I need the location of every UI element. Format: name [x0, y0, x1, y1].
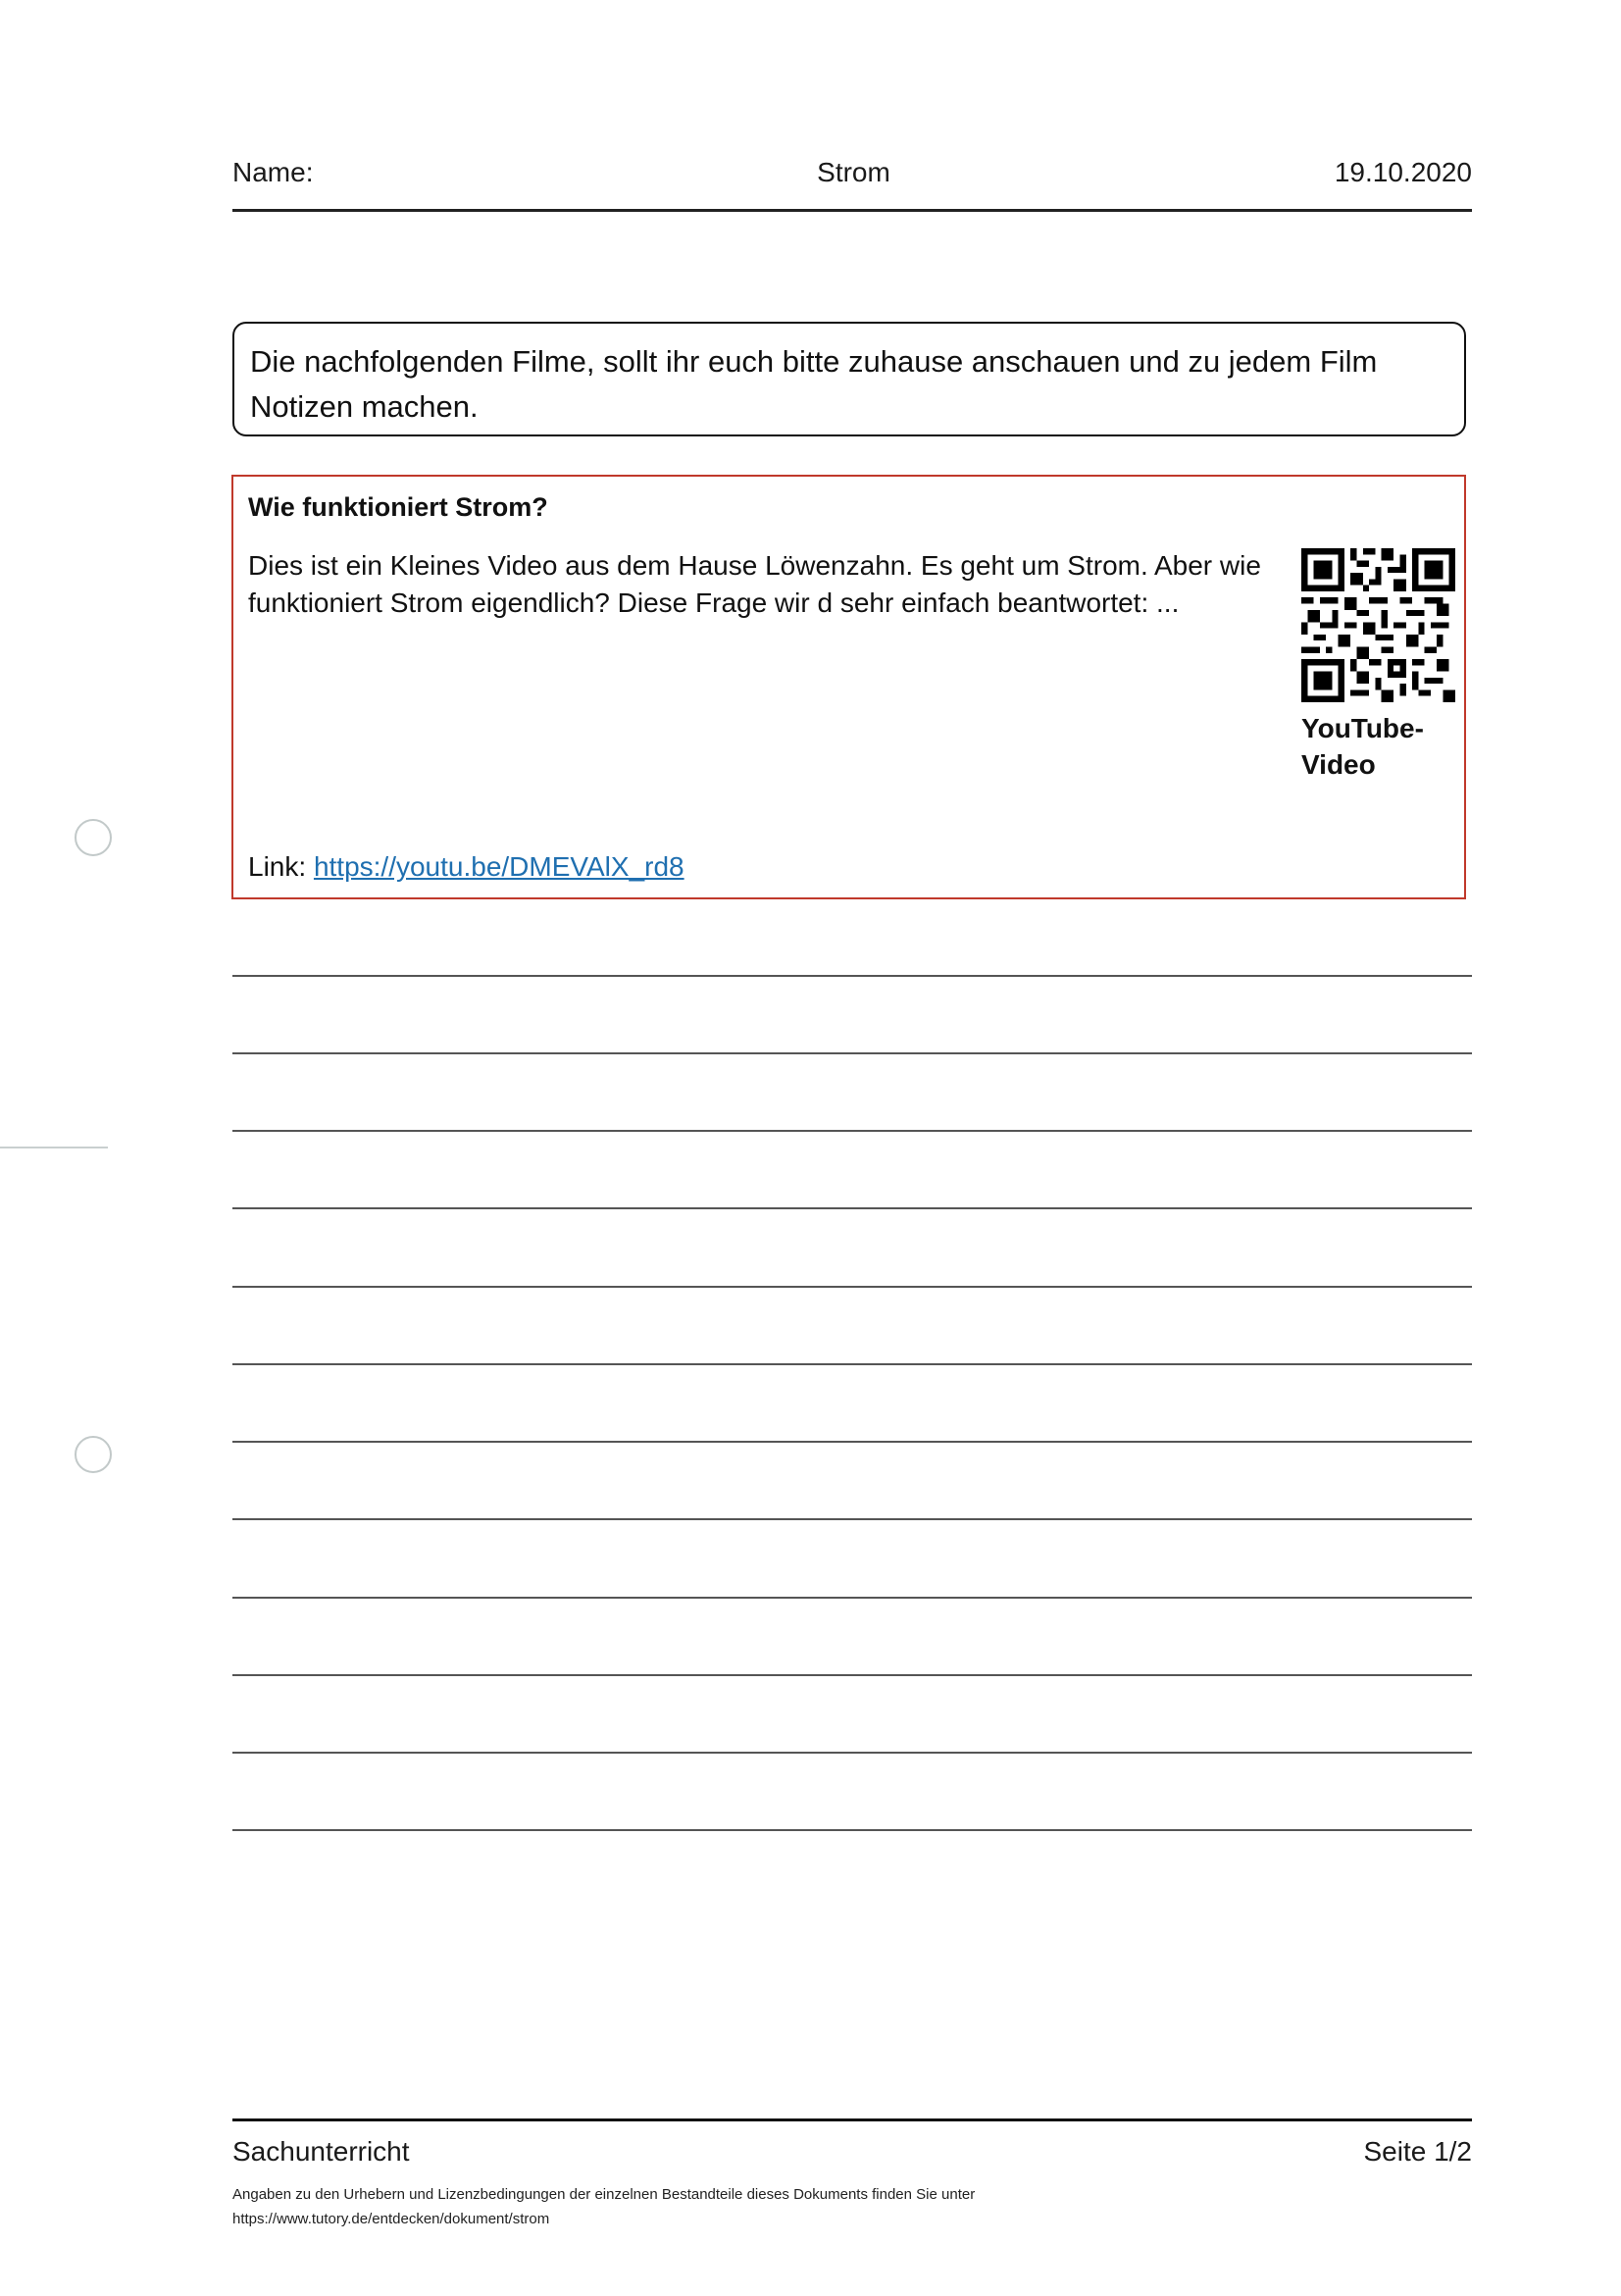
header-divider — [232, 209, 1472, 212]
instruction-box — [232, 322, 1466, 436]
document-title: Strom — [817, 157, 890, 187]
note-line — [232, 1207, 1472, 1209]
note-line — [232, 1518, 1472, 1520]
name-label: Name: — [232, 157, 314, 187]
note-line — [232, 1130, 1472, 1132]
punch-hole-mark-bottom — [75, 1436, 112, 1473]
note-line — [232, 1752, 1472, 1754]
fold-mark — [0, 1147, 108, 1148]
qr-code-icon[interactable] — [1301, 548, 1455, 702]
note-line — [232, 1052, 1472, 1054]
video-title: Wie funktioniert Strom? — [248, 492, 548, 522]
footer-subject: Sachunterricht — [232, 2136, 410, 2167]
video-description: Dies ist ein Kleines Video aus dem Hause Löwenzahn. Es geht um Strom. Aber wie funktioniert Strom eigendlich? Diese Frage wir d sehr einfach beantwortet: ... — [248, 550, 1261, 618]
document-date: 19.10.2020 — [1334, 157, 1472, 187]
footer-attribution-url[interactable]: https://www.tutory.de/entdecken/dokument/strom — [232, 2211, 550, 2227]
instruction-text: Die nachfolgenden Filme, sollt ihr euch bitte zuhause anschauen und zu jedem Film Notizen machen. — [250, 344, 1378, 424]
note-line — [232, 1829, 1472, 1831]
footer-attribution: Angaben zu den Urhebern und Lizenzbedingungen der einzelnen Bestandteile dieses Dokuments finden Sie unter — [232, 2186, 976, 2203]
note-line — [232, 1674, 1472, 1676]
punch-hole-mark-top — [75, 819, 112, 856]
note-line — [232, 1597, 1472, 1599]
note-line — [232, 1286, 1472, 1288]
note-line — [232, 975, 1472, 977]
video-card — [231, 475, 1466, 899]
footer-page-number: Seite 1/2 — [1363, 2136, 1472, 2167]
link-label: Link: — [248, 851, 307, 882]
video-link[interactable]: https://youtu.be/DMEVAlX_rd8 — [313, 851, 684, 882]
note-line — [232, 1441, 1472, 1443]
qr-caption: YouTube-Video — [1301, 713, 1424, 780]
video-link-row — [248, 851, 684, 883]
footer-divider — [232, 2118, 1472, 2121]
note-line — [232, 1363, 1472, 1365]
